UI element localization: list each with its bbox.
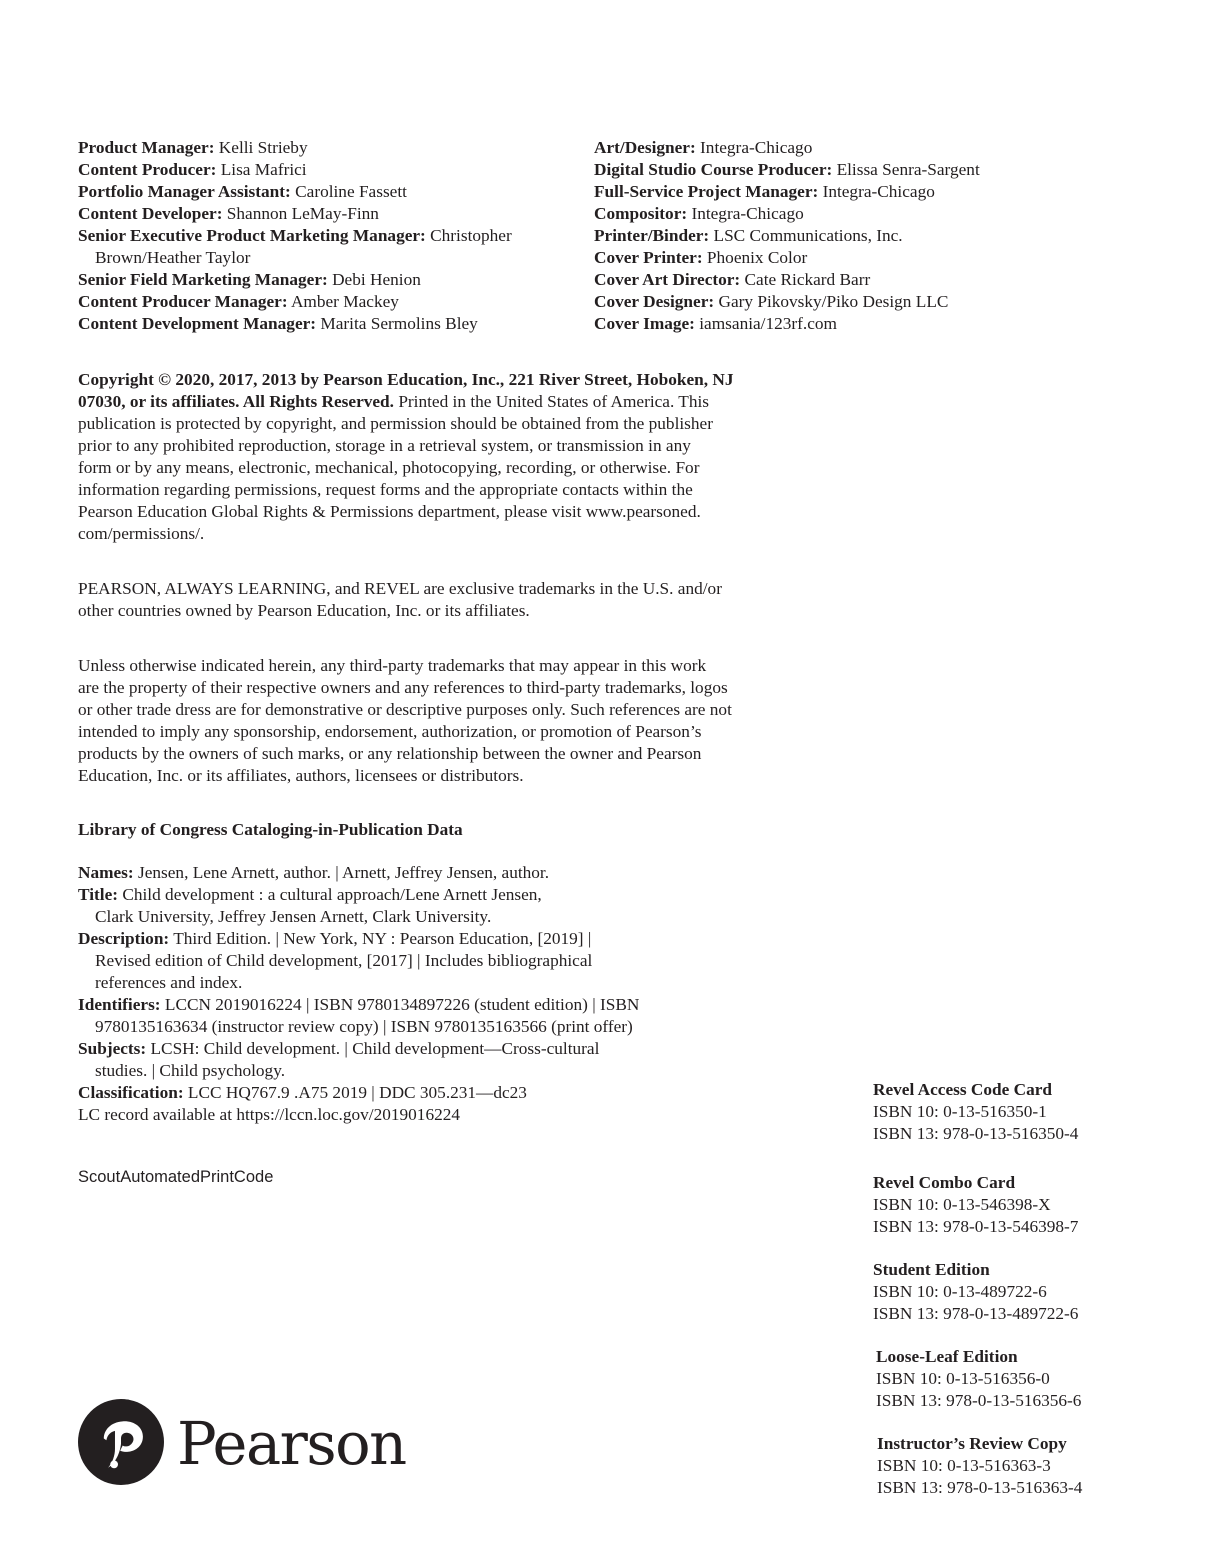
isbn-13: ISBN 13: 978-0-13-516356-6 <box>876 1391 1082 1410</box>
cip-value: LCC HQ767.9 .A75 2019 | DDC 305.231—dc23 <box>183 1083 527 1102</box>
credit-value: LSC Communications, Inc. <box>709 226 903 245</box>
credit-row <box>594 225 1054 247</box>
cip-value: Jensen, Lene Arnett, author. | Arnett, Jeffrey Jensen, author. <box>133 863 550 882</box>
isbn-block <box>873 1172 1078 1238</box>
third-party-line: Education, Inc. or its affiliates, authors, licensees or distributors. <box>78 766 524 785</box>
credit-label: Content Producer: <box>78 160 217 179</box>
cip-label: Description: <box>78 929 170 948</box>
credit-row <box>78 313 568 335</box>
isbn-10: ISBN 10: 0-13-516350-1 <box>873 1102 1047 1121</box>
credit-row <box>594 137 1054 159</box>
cip-label: Subjects: <box>78 1039 147 1058</box>
credit-label: Portfolio Manager Assistant: <box>78 182 291 201</box>
isbn-13: ISBN 13: 978-0-13-489722-6 <box>873 1304 1079 1323</box>
isbn-block <box>877 1433 1082 1499</box>
print-code: ScoutAutomatedPrintCode <box>78 1168 274 1186</box>
credit-label: Cover Art Director: <box>594 270 741 289</box>
credit-value: Caroline Fassett <box>290 182 407 201</box>
credit-value: iamsania/123rf.com <box>694 314 837 333</box>
copyright-line: information regarding permissions, request forms and the appropriate contacts within the <box>78 480 693 499</box>
credit-row <box>78 181 568 203</box>
credit-value: Integra-Chicago <box>818 182 935 201</box>
credit-value: Marita Sermolins Bley <box>316 314 478 333</box>
credit-value: Christopher Brown/Heather Taylor <box>95 226 512 267</box>
isbn-13: ISBN 13: 978-0-13-516350-4 <box>873 1124 1079 1143</box>
cip-value: LCCN 2019016224 | ISBN 9780134897226 (student edition) | ISBN <box>160 995 640 1014</box>
credit-label: Senior Executive Product Marketing Manager: <box>78 226 426 245</box>
credit-row <box>594 181 1054 203</box>
copyright-paragraph <box>78 369 734 545</box>
credit-value: Lisa Mafrici <box>216 160 307 179</box>
cip-value: Child development : a cultural approach/Lene Arnett Jensen, <box>118 885 542 904</box>
credit-label: Art/Designer: <box>594 138 696 157</box>
cip-description <box>78 928 639 950</box>
cip-label: Classification: <box>78 1083 184 1102</box>
cip-label: Identifiers: <box>78 995 161 1014</box>
credit-row <box>78 137 568 159</box>
pearson-wordmark: Pearson <box>177 1409 406 1478</box>
cip-heading: Library of Congress Cataloging-in-Publication Data <box>78 820 463 839</box>
credit-row <box>594 247 1054 269</box>
credit-row <box>594 313 1054 335</box>
isbn-13: ISBN 13: 978-0-13-546398-7 <box>873 1217 1079 1236</box>
third-party-line: intended to imply any sponsorship, endorsement, authorization, or promotion of Pearson’s <box>78 722 702 741</box>
credit-row <box>594 159 1054 181</box>
cip-label: Names: <box>78 863 134 882</box>
third-party-paragraph <box>78 655 732 787</box>
isbn-10: ISBN 10: 0-13-516363-3 <box>877 1456 1051 1475</box>
isbn-10: ISBN 10: 0-13-516356-0 <box>876 1369 1050 1388</box>
credit-label: Product Manager: <box>78 138 215 157</box>
cip-value: Revised edition of Child development, [2017] | Includes bibliographical <box>95 951 593 970</box>
isbn-title: Revel Combo Card <box>873 1173 1016 1192</box>
isbn-13: ISBN 13: 978-0-13-516363-4 <box>877 1478 1083 1497</box>
cip-value: Third Edition. | New York, NY : Pearson Education, [2019] | <box>169 929 592 948</box>
isbn-title: Student Edition <box>873 1260 990 1279</box>
copyright-bold-text: 07030, or its affiliates. All Rights Reserved. <box>78 392 394 411</box>
credit-value: Gary Pikovsky/Piko Design LLC <box>714 292 949 311</box>
trademark-paragraph <box>78 578 722 622</box>
credit-value: Integra-Chicago <box>695 138 813 157</box>
third-party-line: or other trade dress are for demonstrative or descriptive purposes only. Such references are not <box>78 700 732 719</box>
credit-row <box>78 291 568 313</box>
cip-lc-record: LC record available at https://lccn.loc.gov/2019016224 <box>78 1105 461 1124</box>
credit-label: Content Producer Manager: <box>78 292 288 311</box>
credit-row <box>78 203 568 225</box>
cip-label: Title: <box>78 885 118 904</box>
copyright-line: com/permissions/. <box>78 524 205 543</box>
credit-label: Printer/Binder: <box>594 226 710 245</box>
credit-label: Cover Printer: <box>594 248 703 267</box>
isbn-title: Instructor’s Review Copy <box>877 1434 1067 1453</box>
credit-value: Kelli Strieby <box>214 138 308 157</box>
credit-row <box>594 269 1054 291</box>
credit-value: Shannon LeMay-Finn <box>222 204 379 223</box>
copyright-line: prior to any prohibited reproduction, storage in a retrieval system, or transmission in any <box>78 436 691 455</box>
credit-row <box>78 269 568 291</box>
isbn-10: ISBN 10: 0-13-546398-X <box>873 1195 1051 1214</box>
copyright-line: Pearson Education Global Rights & Permissions department, please visit www.pearsoned. <box>78 502 701 521</box>
third-party-line: are the property of their respective owners and any references to third-party trademarks, logos <box>78 678 728 697</box>
cip-value: LCSH: Child development. | Child development—Cross-cultural <box>146 1039 600 1058</box>
credit-value: Debi Henion <box>327 270 421 289</box>
cip-identifiers <box>78 994 639 1016</box>
credit-label: Senior Field Marketing Manager: <box>78 270 328 289</box>
isbn-block <box>873 1259 1078 1325</box>
credit-value: Phoenix Color <box>702 248 808 267</box>
credit-label: Cover Designer: <box>594 292 715 311</box>
third-party-line: products by the owners of such marks, or any relationship between the owner and Pearson <box>78 744 702 763</box>
credit-row <box>78 159 568 181</box>
cip-title <box>78 884 639 906</box>
credit-label: Content Developer: <box>78 204 223 223</box>
isbn-block <box>873 1079 1078 1145</box>
cip-classification <box>78 1082 639 1104</box>
trademark-line: PEARSON, ALWAYS LEARNING, and REVEL are exclusive trademarks in the U.S. and/or <box>78 579 722 598</box>
cip-value: studies. | Child psychology. <box>95 1061 286 1080</box>
credit-row <box>594 203 1054 225</box>
credit-row <box>78 225 568 269</box>
credit-value: Amber Mackey <box>287 292 399 311</box>
credit-label: Digital Studio Course Producer: <box>594 160 833 179</box>
credit-label: Cover Image: <box>594 314 695 333</box>
isbn-block <box>876 1346 1081 1412</box>
copyright-text: Printed in the United States of America. This <box>394 392 710 411</box>
credits-right <box>594 137 1054 335</box>
credit-value: Cate Rickard Barr <box>740 270 871 289</box>
credit-label: Compositor: <box>594 204 688 223</box>
third-party-line: Unless otherwise indicated herein, any third-party trademarks that may appear in this work <box>78 656 707 675</box>
credits-left <box>78 137 568 335</box>
cip-names <box>78 862 639 884</box>
credit-row <box>594 291 1054 313</box>
copyright-bold-text: Copyright © 2020, 2017, 2013 by Pearson Education, Inc., 221 River Street, Hoboken, NJ <box>78 370 734 389</box>
cip-subjects <box>78 1038 639 1060</box>
isbn-10: ISBN 10: 0-13-489722-6 <box>873 1282 1047 1301</box>
isbn-title: Loose-Leaf Edition <box>876 1347 1018 1366</box>
credit-label: Full-Service Project Manager: <box>594 182 819 201</box>
isbn-title: Revel Access Code Card <box>873 1080 1053 1099</box>
credit-value: Integra-Chicago <box>687 204 804 223</box>
pearson-p-icon <box>78 1399 164 1485</box>
trademark-line: other countries owned by Pearson Education, Inc. or its affiliates. <box>78 601 530 620</box>
credit-value: Elissa Senra-Sargent <box>832 160 980 179</box>
cip-data <box>78 862 639 1126</box>
credit-label: Content Development Manager: <box>78 314 317 333</box>
cip-value: references and index. <box>95 973 243 992</box>
copyright-line: form or by any means, electronic, mechanical, photocopying, recording, or otherwise. For <box>78 458 700 477</box>
cip-value: 9780135163634 (instructor review copy) | ISBN 9780135163566 (print offer) <box>95 1017 633 1036</box>
copyright-line: publication is protected by copyright, and permission should be obtained from the publisher <box>78 414 713 433</box>
cip-value: Clark University, Jeffrey Jensen Arnett, Clark University. <box>95 907 492 926</box>
